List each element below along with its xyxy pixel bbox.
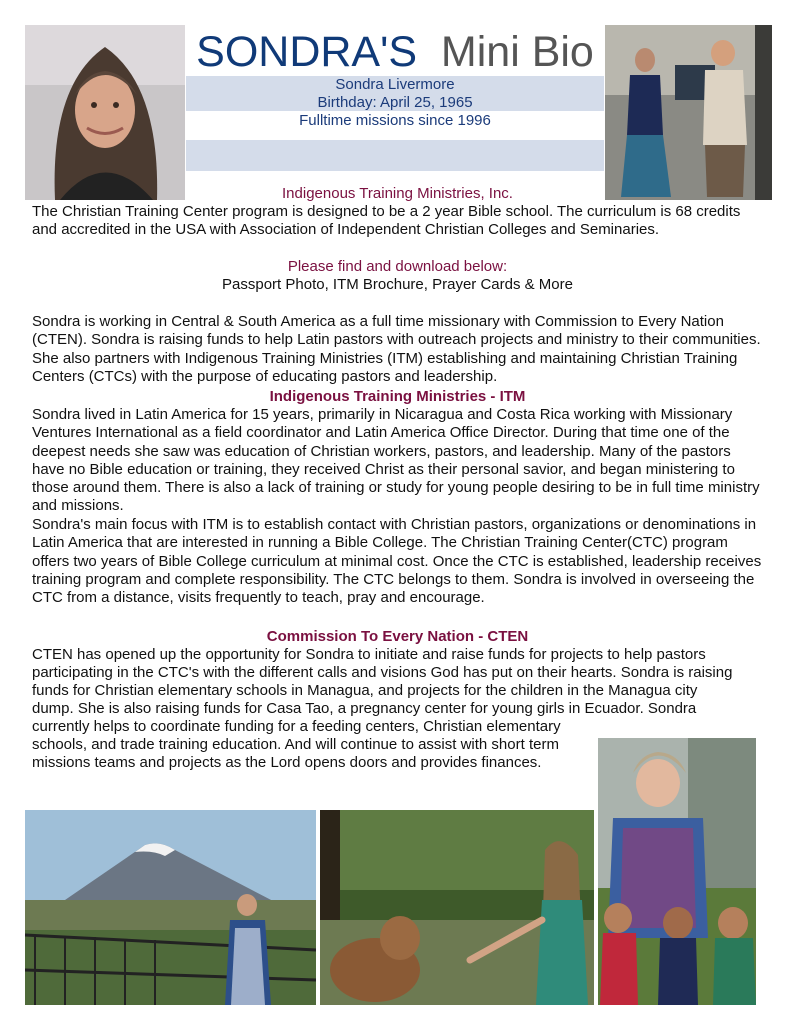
itm-paragraph-2: Sondra's main focus with ITM is to establish contact with Christian pastors, organizations or denominations in Latin America that are interested in running a Bible College. The Christian Training Center(CTC) program offers two years of Bible College curriculum at minimal cost. Once the CTC is established, leadership receives training program and complete responsibility. The CTC belongs to them. Sondra is involved in overseeing the CTC from a distance, visits frequently to teach, pray and encourage.	[32, 516, 762, 607]
itm-paragraph-1: Sondra lived in Latin America for 15 years, primarily in Nicaragua and Costa Rica working with Missionary Ventures International as a field coordinator and Latin America Office Director. During that time one of the deepest needs she saw was education of Christian workers, pastors, and leadership. Many of the pastors have no Bible education or training, they received Christ as their personal savior, and began ministering to those around them. There is also a lack of training or study for young people desiring to be in full time ministry and missions.	[32, 406, 760, 515]
cten-line-7: missions teams and projects as the Lord opens doors and provides finances.	[32, 754, 542, 771]
alpaca-feeding-photo	[320, 810, 594, 1005]
overview-paragraph: Sondra is working in Central & South America as a full time missionary with Commission to Every Nation (CTEN). Sondra is raising funds to help Latin pastors with outreach projects and ministry to their communities. She also partners with Indigenous Training Ministries (ITM) establishing and maintaining Christian Training Centers (CTCs) with the purpose of educating pastors and leadership.	[32, 313, 761, 385]
cten-line-1: CTEN has opened up the opportunity for Sondra to initiate and raise funds for projects to help pastors	[32, 646, 706, 663]
cten-line-2: participating in the CTC's with the different calls and visions God has put on their hearts. Sondra is raising	[32, 664, 733, 681]
cten-line-3: funds for Christian elementary schools in Managua, and projects for the children in the Managua city	[32, 682, 698, 699]
children-group-photo	[598, 738, 756, 1005]
title-rest: Mini Bio	[440, 28, 594, 76]
download-prompt: Please find and download below:	[287, 258, 508, 275]
birthday: Birthday: April 25, 1965	[317, 94, 473, 111]
cten-heading: Commission To Every Nation - CTEN	[266, 628, 529, 645]
cten-line-5: currently helps to coordinate funding for a feeding centers, Christian elementary	[32, 718, 561, 735]
page-title	[186, 28, 604, 76]
portrait-photo	[25, 25, 185, 200]
missions-since: Fulltime missions since 1996	[299, 112, 491, 129]
title-name: SONDRA'S	[196, 28, 417, 76]
program-description: The Christian Training Center program is designed to be a 2 year Bible school. The curriculum is 68 credits and accredited in the USA with Association of Independent Christian Colleges and Seminaries.	[32, 203, 741, 239]
full-name: Sondra Livermore	[335, 76, 455, 93]
org-name: Indigenous Training Ministries, Inc.	[282, 185, 513, 202]
header-band-lower	[186, 140, 604, 171]
cten-line-4: dump. She is also raising funds for Casa Tao, a pregnancy center for young girls in Ecuador. Sondra	[32, 700, 697, 717]
volcano-balcony-photo	[25, 810, 316, 1005]
download-items: Passport Photo, ITM Brochure, Prayer Cards & More	[222, 276, 573, 293]
speaking-photo	[605, 25, 772, 200]
itm-heading: Indigenous Training Ministries - ITM	[269, 388, 526, 405]
cten-line-6: schools, and trade training education. And will continue to assist with short term	[32, 736, 559, 753]
